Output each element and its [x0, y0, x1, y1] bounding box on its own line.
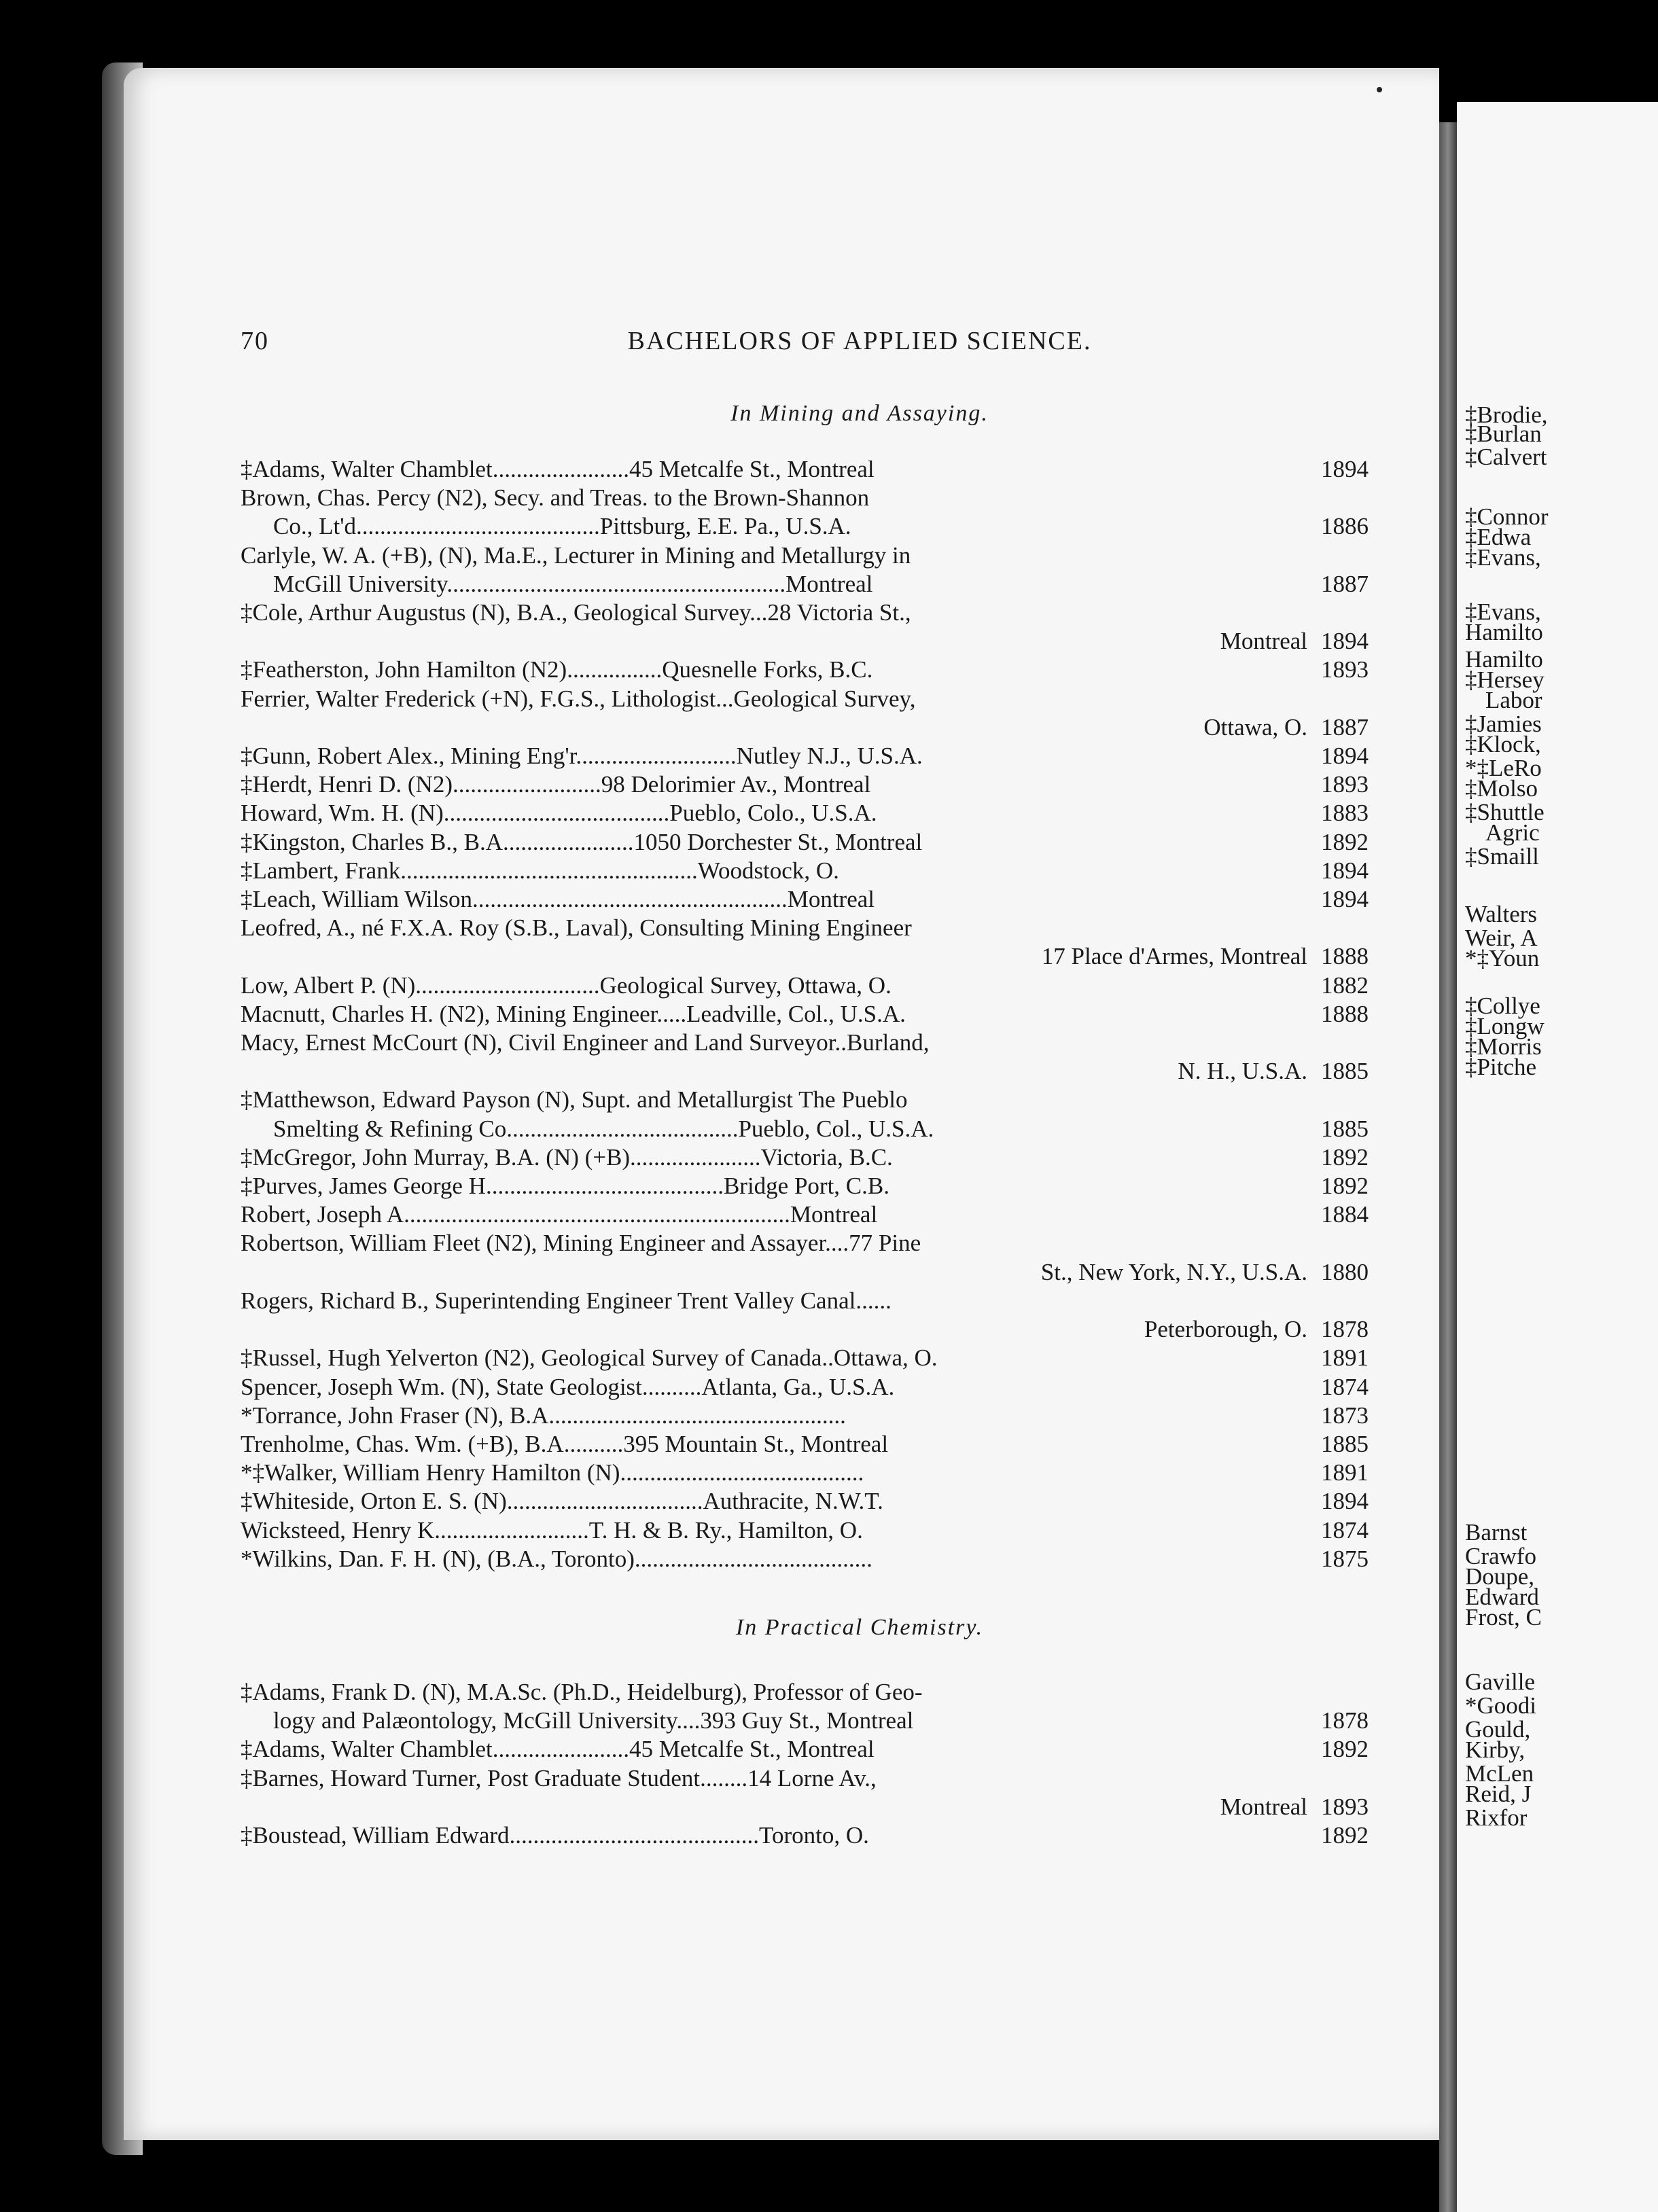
entry-line: *Wilkins, Dan. F. H. (N), (B.A., Toronto)........................................ — [241, 1545, 872, 1572]
graduation-year: 1887 — [1321, 570, 1369, 597]
section-title-mining: In Mining and Assaying. — [730, 401, 989, 426]
entry-line: ‡Russel, Hugh Yelverton (N2), Geological Survey of Canada..Ottawa, O. — [241, 1344, 938, 1372]
right-page-fragment: *‡Youn — [1465, 945, 1540, 971]
entry-text — [241, 1029, 1321, 1086]
list-item — [241, 685, 1379, 742]
entry-text — [241, 541, 1321, 599]
entry-text — [241, 1086, 1321, 1143]
entry-line: ‡Herdt, Henri D. (N2).........................98 Delorimier Av., Montreal — [241, 771, 871, 798]
entry-text — [241, 484, 1321, 541]
graduation-year: 1891 — [1321, 1459, 1369, 1486]
right-page-fragment: Labor — [1485, 687, 1542, 713]
list-item — [241, 770, 1379, 799]
entry-text — [241, 857, 1321, 885]
entry-text — [241, 1764, 1321, 1821]
graduation-year: 1894 — [1321, 628, 1369, 655]
entry-line: ‡Whiteside, Orton E. S. (N).................................Authracite, N.W.T. — [241, 1488, 883, 1515]
right-page-fragment: Kirby, — [1465, 1736, 1525, 1763]
list-item — [241, 1487, 1379, 1516]
list-item — [241, 1172, 1379, 1200]
right-page-fragment: ‡Longw — [1465, 1013, 1545, 1039]
list-item — [241, 1373, 1379, 1402]
list-item — [241, 484, 1379, 541]
right-page-fragment: McLen — [1465, 1760, 1534, 1787]
graduation-year: 1893 — [1321, 656, 1369, 683]
list-item — [241, 971, 1379, 1000]
list-item — [241, 1344, 1379, 1372]
entry-text — [241, 1402, 1321, 1430]
graduation-year: 1893 — [1321, 1793, 1369, 1820]
right-page-fragment: ‡Morris — [1465, 1033, 1542, 1060]
graduation-year: 1878 — [1321, 1316, 1369, 1343]
right-page-fragment: Frost, C — [1465, 1604, 1542, 1630]
page-title: BACHELORS OF APPLIED SCIENCE. — [627, 327, 1092, 355]
graduation-year: 1892 — [1321, 828, 1369, 855]
graduation-year: 1874 — [1321, 1516, 1369, 1544]
right-page-fragment: ‡Collye — [1465, 993, 1540, 1019]
entry-line: ‡Adams, Walter Chamblet.......................45 Metcalfe St., Montreal — [241, 456, 875, 482]
entry-line: Leofred, A., né F.X.A. Roy (S.B., Laval), Consulting Mining Engineer — [241, 914, 912, 942]
list-item — [241, 1143, 1379, 1172]
entry-line: Robert, Joseph A.................................................................Montreal — [241, 1201, 878, 1228]
right-page-fragment: Crawfo — [1465, 1543, 1536, 1569]
right-page-fragment: ‡Brodie, — [1465, 402, 1548, 428]
right-page-fragment: Walters — [1465, 901, 1538, 927]
entry-line: Wicksteed, Henry K..........................T. H. & B. Ry., Hamilton, O. — [241, 1516, 863, 1544]
graduation-year: 1894 — [1321, 1488, 1369, 1515]
ink-speck — [1377, 87, 1382, 92]
list-item — [241, 1229, 1379, 1286]
right-page-fragment: ‡Smaill — [1465, 843, 1539, 870]
list-item — [241, 914, 1379, 971]
list-item — [241, 1735, 1379, 1764]
entry-line: ‡Lambert, Frank..................................................Woodstock, O. — [241, 857, 839, 884]
right-page-fragment: ‡Pitche — [1465, 1054, 1536, 1080]
list-item — [241, 799, 1379, 827]
entry-line: Montreal — [1220, 1793, 1307, 1820]
right-page-fragment: ‡Burlan — [1465, 421, 1542, 447]
entry-text — [241, 1344, 1321, 1372]
right-page-fragment: Gaville — [1465, 1669, 1536, 1695]
entry-line: ‡Boustead, William Edward..........................................Toronto, O. — [241, 1822, 869, 1849]
entry-text — [241, 1487, 1321, 1516]
entry-line: Robertson, William Fleet (N2), Mining Engineer and Assayer....77 Pine — [241, 1230, 921, 1257]
page-number: 70 — [241, 327, 269, 355]
entry-text — [241, 656, 1321, 684]
right-page-fragment: ‡Calvert — [1465, 444, 1547, 470]
entry-text — [241, 1459, 1321, 1487]
entry-line: Spencer, Joseph Wm. (N), State Geologist..........Atlanta, Ga., U.S.A. — [241, 1373, 895, 1400]
right-page-fragment: ‡Evans, — [1465, 544, 1541, 571]
list-item — [241, 828, 1379, 857]
list-item — [241, 1200, 1379, 1229]
entry-line: Ottawa, O. — [1203, 713, 1307, 741]
entry-text — [241, 1287, 1321, 1344]
list-item — [241, 857, 1379, 885]
entry-line: ‡Adams, Frank D. (N), M.A.Sc. (Ph.D., Heidelburg), Professor of Geo- — [241, 1679, 923, 1705]
entry-text — [241, 1430, 1321, 1459]
entry-line: ‡Gunn, Robert Alex., Mining Eng'r...........................Nutley N.J., U.S.A. — [241, 743, 923, 770]
entry-line: Low, Albert P. (N)...............................Geological Survey, Ottawa, O. — [241, 971, 892, 999]
entry-text — [241, 742, 1321, 770]
entry-text — [241, 1373, 1321, 1402]
right-page-fragment: Edward — [1465, 1584, 1539, 1610]
right-page-fragment: Agric — [1485, 819, 1540, 846]
list-item — [241, 742, 1379, 770]
entry-text — [241, 828, 1321, 857]
graduation-year: 1893 — [1321, 771, 1369, 798]
right-page-fragment: ‡Molso — [1465, 775, 1538, 802]
list-item — [241, 1459, 1379, 1487]
graduation-year: 1882 — [1321, 971, 1369, 999]
graduation-year: 1894 — [1321, 743, 1369, 770]
graduation-year: 1892 — [1321, 1822, 1369, 1849]
graduation-year: 1873 — [1321, 1402, 1369, 1429]
list-item — [241, 1287, 1379, 1344]
entry-line: Trenholme, Chas. Wm. (+B), B.A..........395 Mountain St., Montreal — [241, 1430, 889, 1457]
list-item — [241, 1402, 1379, 1430]
entry-text — [241, 1000, 1321, 1029]
entry-text — [241, 885, 1321, 914]
entry-line: Macy, Ernest McCourt (N), Civil Engineer and Land Surveyor..Burland, — [241, 1029, 930, 1056]
entry-line: 17 Place d'Armes, Montreal — [1041, 943, 1307, 970]
entry-text — [241, 1516, 1321, 1545]
graduation-year: 1888 — [1321, 943, 1369, 970]
right-page-fragment: ‡Klock, — [1465, 731, 1541, 757]
entry-text — [241, 455, 1321, 484]
list-item — [241, 1516, 1379, 1545]
graduation-year: 1884 — [1321, 1201, 1369, 1228]
list-item — [241, 885, 1379, 914]
entry-text — [241, 599, 1321, 656]
entry-line: Ferrier, Walter Frederick (+N), F.G.S., Lithologist...Geological Survey, — [241, 685, 916, 712]
entry-line: N. H., U.S.A. — [1178, 1058, 1307, 1085]
entry-line: Smelting & Refining Co.......................................Pueblo, Col., U.S.A. — [273, 1115, 934, 1142]
list-item — [241, 541, 1379, 599]
graduation-year: 1892 — [1321, 1736, 1369, 1763]
entry-text — [241, 1143, 1321, 1172]
list-item — [241, 1000, 1379, 1029]
list-item — [241, 1545, 1379, 1573]
entry-text — [241, 1821, 1321, 1850]
right-page-fragment: *Goodi — [1465, 1692, 1536, 1719]
entry-text — [241, 971, 1321, 1000]
entry-line: McGill University.........................................................Montreal — [273, 570, 873, 597]
graduation-year: 1885 — [1321, 1115, 1369, 1142]
right-page-fragment: Reid, J — [1465, 1781, 1532, 1807]
right-page-fragment: Weir, A — [1465, 925, 1538, 951]
entry-line: ‡Barnes, Howard Turner, Post Graduate Student........14 Lorne Av., — [241, 1764, 877, 1791]
right-page-fragment: ‡Connor — [1465, 503, 1549, 530]
list-item — [241, 1678, 1379, 1735]
entry-line: ‡Cole, Arthur Augustus (N), B.A., Geological Survey...28 Victoria St., — [241, 599, 911, 626]
right-page-fragment: ‡Shuttle — [1465, 799, 1545, 825]
right-page-fragment: ‡Edwa — [1465, 524, 1532, 550]
entry-line: Rogers, Richard B., Superintending Engineer Trent Valley Canal...... — [241, 1287, 892, 1314]
chemistry-entries-list — [241, 1678, 1379, 1850]
right-page-fragment: Doupe, — [1465, 1563, 1535, 1590]
entry-line: ‡Kingston, Charles B., B.A......................1050 Dorchester St., Montreal — [241, 828, 923, 855]
entry-text — [241, 1735, 1321, 1764]
right-page-fragment: ‡Hersey — [1465, 666, 1545, 693]
entry-line: logy and Palæontology, McGill University....393 Guy St., Montreal — [273, 1707, 914, 1734]
entry-line: Peterborough, O. — [1144, 1316, 1307, 1343]
graduation-year: 1886 — [1321, 513, 1369, 540]
list-item — [241, 599, 1379, 656]
right-page-fragment: *‡LeRo — [1465, 755, 1542, 781]
entry-line: ‡Matthewson, Edward Payson (N), Supt. and Metallurgist The Pueblo — [241, 1086, 908, 1113]
graduation-year: 1880 — [1321, 1258, 1369, 1285]
graduation-year: 1892 — [1321, 1143, 1369, 1171]
list-item — [241, 1430, 1379, 1459]
right-page-fragment: Hamilto — [1465, 646, 1543, 673]
mining-entries-list — [241, 455, 1379, 1573]
graduation-year: 1883 — [1321, 800, 1369, 827]
graduation-year: 1894 — [1321, 886, 1369, 913]
list-item — [241, 1029, 1379, 1086]
entry-line: Carlyle, W. A. (+B), (N), Ma.E., Lecturer in Mining and Metallurgy in — [241, 541, 911, 569]
graduation-year: 1891 — [1321, 1344, 1369, 1372]
right-page-fragment: ‡Jamies — [1465, 711, 1542, 737]
list-item — [241, 455, 1379, 484]
entry-line: Macnutt, Charles H. (N2), Mining Engineer.....Leadville, Col., U.S.A. — [241, 1000, 906, 1027]
section-title-chemistry: In Practical Chemistry. — [735, 1615, 984, 1640]
graduation-year: 1887 — [1321, 713, 1369, 741]
entry-line: ‡Purves, James George H........................................Bridge Port, C.B. — [241, 1173, 889, 1200]
graduation-year: 1894 — [1321, 456, 1369, 482]
graduation-year: 1878 — [1321, 1707, 1369, 1734]
entry-text — [241, 1229, 1321, 1286]
entry-text — [241, 799, 1321, 827]
entry-text — [241, 1172, 1321, 1200]
list-item — [241, 1086, 1379, 1143]
graduation-year: 1885 — [1321, 1058, 1369, 1085]
list-item — [241, 1764, 1379, 1821]
entry-line: ‡Adams, Walter Chamblet.......................45 Metcalfe St., Montreal — [241, 1736, 875, 1763]
entry-line: ‡McGregor, John Murray, B.A. (N) (+B)......................Victoria, B.C. — [241, 1143, 893, 1171]
graduation-year: 1888 — [1321, 1000, 1369, 1027]
graduation-year: 1875 — [1321, 1545, 1369, 1572]
entry-line: Montreal — [1220, 628, 1307, 655]
entry-line: Co., Lt'd.........................................Pittsburg, E.E. Pa., U.S.A. — [273, 513, 851, 540]
page-gutter — [1439, 122, 1457, 2212]
right-page-fragment: Barnst — [1465, 1519, 1528, 1546]
right-page-fragment: ‡Evans, — [1465, 599, 1541, 625]
entry-line: ‡Leach, William Wilson.....................................................Montreal — [241, 886, 875, 913]
entry-text — [241, 1678, 1321, 1735]
entry-text — [241, 770, 1321, 799]
graduation-year: 1885 — [1321, 1430, 1369, 1457]
entry-text — [241, 685, 1321, 742]
entry-text — [241, 1200, 1321, 1229]
right-page-fragment: Rixfor — [1465, 1804, 1528, 1831]
entry-line: Howard, Wm. H. (N)......................................Pueblo, Colo., U.S.A. — [241, 800, 877, 827]
graduation-year: 1874 — [1321, 1373, 1369, 1400]
list-item — [241, 1821, 1379, 1850]
graduation-year: 1892 — [1321, 1173, 1369, 1200]
entry-text — [241, 1545, 1321, 1573]
right-page-fragment: Hamilto — [1465, 619, 1543, 645]
graduation-year: 1894 — [1321, 857, 1369, 884]
entry-line: ‡Featherston, John Hamilton (N2)................Quesnelle Forks, B.C. — [241, 656, 873, 683]
entry-line: *‡Walker, William Henry Hamilton (N)......................................... — [241, 1459, 864, 1486]
entry-line: *Torrance, John Fraser (N), B.A.................................................. — [241, 1402, 846, 1429]
list-item — [241, 656, 1379, 684]
entry-line: Brown, Chas. Percy (N2), Secy. and Treas. to the Brown-Shannon — [241, 484, 870, 512]
right-page-fragment: Gould, — [1465, 1716, 1531, 1743]
entry-line: St., New York, N.Y., U.S.A. — [1040, 1258, 1307, 1285]
entry-text — [241, 914, 1321, 971]
